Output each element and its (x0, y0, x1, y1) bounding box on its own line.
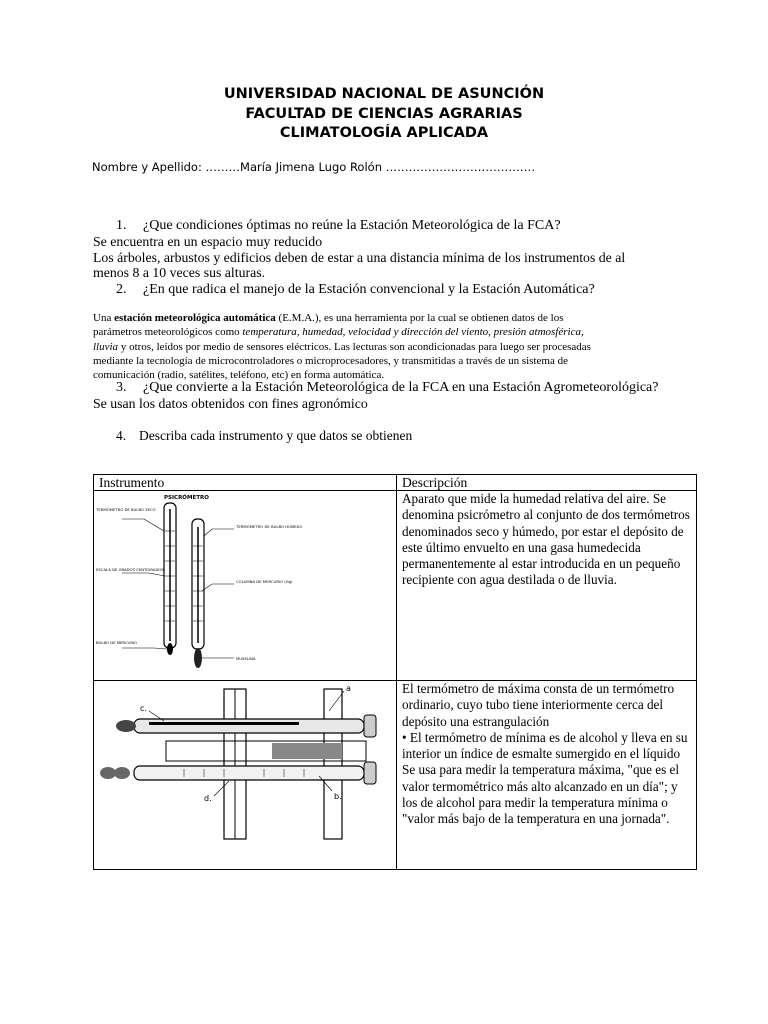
maxmin-description-cell (397, 681, 697, 870)
psychrometer-title: PSICRÓMETRO (164, 495, 209, 501)
dry-bulb (167, 643, 173, 655)
answer-2-text-5: comunicación (radio, satélites, teléfono, etc) en forma automática. (93, 369, 385, 382)
student-name: ………María Jimena Lugo Rolón ………………………………… (205, 160, 536, 174)
header-instrument: Instrumento (94, 475, 397, 491)
maxmin-description-1: El termómetro de máxima consta de un termómetro ordinario, cuyo tubo tiene interiormente cerca del depósito una estrangulación (402, 681, 675, 729)
psychrometer-description-cell (397, 491, 697, 681)
mounting-block (272, 743, 342, 759)
question-4-text: Describa cada instrumento y que datos se obtienen (139, 428, 413, 443)
label-mercury-column: COLUMNA DE MERCURIO (Hg) (236, 579, 293, 584)
table-header-row (94, 475, 697, 491)
course-title: CLIMATOLOGÍA APLICADA (279, 125, 489, 141)
instrument-table (93, 474, 697, 870)
question-4-number: 4. (116, 428, 127, 443)
question-1-number: 1. (116, 218, 127, 233)
minimum-thermometer (134, 766, 364, 780)
label-mercury-bulb: BULBO DE MERCURIO (96, 640, 138, 645)
answer-2-text-3: y otros, leídos por medio de sensores eléctricos. Las lecturas son acondicionadas para luego ser procesadas (118, 340, 591, 353)
label-b: b. (334, 792, 342, 801)
label-a: a (346, 684, 351, 693)
maximum-column (149, 722, 299, 725)
psychrometer-image-cell (94, 491, 397, 681)
answer-2-bold-term: estación meteorológica automática (114, 312, 276, 324)
question-3-number: 3. (116, 380, 127, 395)
answer-1-line-1: Se encuentra en un espacio muy reducido (93, 234, 323, 249)
label-dry-bulb: TERMÓMETRO DE BULBO SECO (96, 507, 156, 512)
label-muslin: MUSELINA (236, 656, 256, 661)
answer-2-text-2: parámetros meteorológicos como (93, 326, 243, 339)
question-2-text: ¿En que radica el manejo de la Estación convencional y la Estación Automática? (143, 282, 595, 297)
maximum-cap (364, 715, 376, 737)
maxmin-description-3: Se usa para medir la temperatura máxima, "que es el valor termométrico más alto alcanzado en un día"; y los de alcohol para medir la temperatura mínima o "valor más bajo de la temperatura en una jornada". (402, 762, 680, 827)
minimum-bulb-2 (100, 767, 116, 779)
header-description: Descripción (397, 475, 697, 491)
student-name-line (92, 160, 535, 174)
document-header (0, 85, 768, 144)
maximum-thermometer (134, 719, 364, 733)
answer-2-italic-1: temperatura, humedad, velocidad y dirección del viento, presión atmosférica, (242, 326, 584, 339)
maxmin-description-2: • El termómetro de mínima es de alcohol y lleva en su interior un índice de esmalte sumergido en el líquido (402, 729, 688, 762)
question-3-text: ¿Que convierte a la Estación Meteorológica de la FCA en una Estación Agrometeorológica? (143, 380, 659, 395)
answer-2-una: Una (93, 312, 112, 324)
muslin-wick (194, 648, 202, 668)
label-d: d. (204, 794, 212, 803)
answer-2-text-1: (E.M.A.), es una herramienta por la cual se obtienen datos de los (275, 312, 564, 324)
minimum-cap (364, 762, 376, 784)
answer-2-italic-2: lluvia (93, 340, 119, 353)
answer-2-text-4: mediante la tecnología de microcontroladores o microprocesadores, y transmitidas a través de un sistema de (93, 354, 568, 367)
question-2-number: 2. (116, 282, 127, 297)
support-bracket-right (324, 689, 342, 839)
answer-1-line-2: Los árboles, arbustos y edificios deben de estar a una distancia mínima de los instrumentos de al (93, 250, 626, 265)
maxmin-image-cell (94, 681, 397, 870)
psychrometer-illustration (94, 491, 396, 680)
label-c: c. (140, 704, 147, 713)
minimum-bulb-1 (114, 767, 130, 779)
answer-1-line-3: menos 8 a 10 veces sus alturas. (93, 265, 266, 280)
callout-lines (122, 519, 234, 658)
name-label: Nombre y Apellido: (92, 160, 202, 174)
psychrometer-description: Aparato que mide la humedad relativa del aire. Se denomina psicrómetro al conjunto de dos termómetros denominados seco y húmedo, por estar el depósito de este último envuelto en una gasa humedecida permanentemente al estar introducida en un pequeño recipiente con agua destilada o de lluvia. (402, 491, 690, 588)
answer-2-paragraph (93, 311, 591, 382)
answer-3-text: Se usan los datos obtenidos con fines agronómico (93, 396, 368, 411)
label-wet-bulb: TERMÓMETRO DE BULBO HÚMEDO (236, 524, 303, 529)
maximum-bulb (116, 720, 136, 732)
label-scale: ESCALA DE GRADOS CENTÍGRADOS (96, 567, 164, 572)
table-row (94, 681, 697, 870)
question-1-text: ¿Que condiciones óptimas no reúne la Estación Meteorológica de la FCA? (143, 218, 561, 233)
maxmin-thermometer-illustration (94, 681, 396, 841)
university-title: UNIVERSIDAD NACIONAL DE ASUNCIÓN (223, 86, 545, 102)
table-row (94, 491, 697, 681)
faculty-title: FACULTAD DE CIENCIAS AGRARIAS (245, 105, 523, 122)
